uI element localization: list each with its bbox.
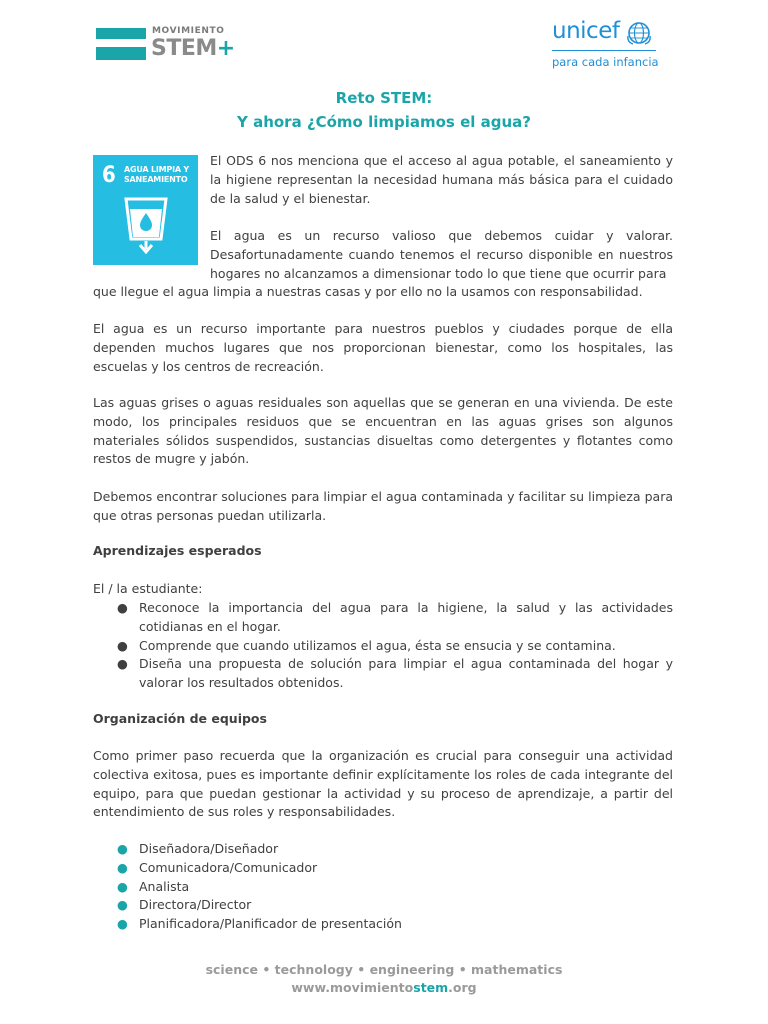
teams-intro: Como primer paso recuerda que la organización es crucial para conseguir una actividad colectiva exitosa, pues es importante definir explícitamente los roles de cada integrante del equipo, para que puedan gestionar la actividad y su proceso de aprendizaje, a partir del entendimiento de sus roles y responsabilidades. [93,748,673,820]
list-item: ● Directora/Director [117,897,252,913]
movimiento-stem-logo [96,24,236,64]
learning-list [93,599,673,693]
unicef-rule [552,50,656,51]
learning-intro: El / la estudiante: [93,581,203,596]
unicef-globe-icon [626,20,652,46]
footer-disciplines: science • technology • engineering • mathematics [205,962,563,977]
footer-website: www.movimientostem.org [291,980,477,995]
unicef-wordmark: unicef [552,18,620,44]
page-title-line1: Reto STEM: [335,89,433,107]
list-item: ● Diseñadora/Diseñador [117,841,279,856]
sdg-number: 6 [102,163,116,188]
stem-logo-mark [96,28,146,60]
paragraph-water-value: El agua es un recurso valioso que debemos cuidar y valorar. Desafortunadamente cuando tenemos el recurso disponible en nuestros hogares no alcanzamos a dimensionar todo lo que tiene que ocurrir para [210,228,673,281]
heading-teams: Organización de equipos [93,711,267,726]
stem-logo-big-text: STEM+ [151,36,235,61]
sdg-label: AGUA LIMPIA Y SANEAMIENTO [124,165,190,184]
list-item: ● Comunicadora/Comunicador [117,859,318,875]
stem-logo-small-text: MOVIMIENTO [152,26,225,36]
water-glass-icon [121,195,171,255]
paragraph-water-value-cont: que llegue el agua limpia a nuestras casas y por ello no la usamos con responsabilidad. [93,284,643,299]
paragraph-solutions: Debemos encontrar soluciones para limpiar el agua contaminada y facilitar su limpieza para que otras personas puedan utilizarla. [93,489,673,523]
sdg-6-tile [93,155,198,265]
page-title-line2: Y ahora ¿Cómo limpiamos el agua? [236,113,531,131]
paragraph-ods6: El ODS 6 nos menciona que el acceso al agua potable, el saneamiento y la higiene representan la necesidad humana más básica para el cuidado de la salud y el bienestar. [210,153,673,206]
heading-learning: Aprendizajes esperados [93,543,262,558]
list-item: ● Analista [117,878,190,894]
list-item: ● Planificadora/Planificador de presentación [117,916,402,932]
list-item: ● Comprende que cuando utilizamos el agua, ésta se ensucia y se contamina. [117,637,616,653]
list-item: ● Reconoce la importancia del agua para la higiene, la salud y las actividades cotidianas en el hogar. [117,600,673,634]
paragraph-water-importance: El agua es un recurso importante para nuestros pueblos y ciudades porque de ella dependen muchos lugares que nos proporcionan bienestar, como los hospitales, las escuelas y los centros de recreación. [93,321,673,374]
unicef-tagline: para cada infancia [552,55,659,69]
list-item: ● Diseña una propuesta de solución para limpiar el agua contaminada del hogar y valorar los resultados obtenidos. [117,656,673,691]
paragraph-grey-water: Las aguas grises o aguas residuales son aquellas que se generan en una vivienda. De este modo, los principales residuos que se encuentran en las aguas grises son algunos materiales sólidos suspendidos, sustancias disueltas como detergentes y flotantes como restos de mugre y jabón. [93,395,673,467]
unicef-logo [552,18,662,72]
roles-list [93,840,673,934]
